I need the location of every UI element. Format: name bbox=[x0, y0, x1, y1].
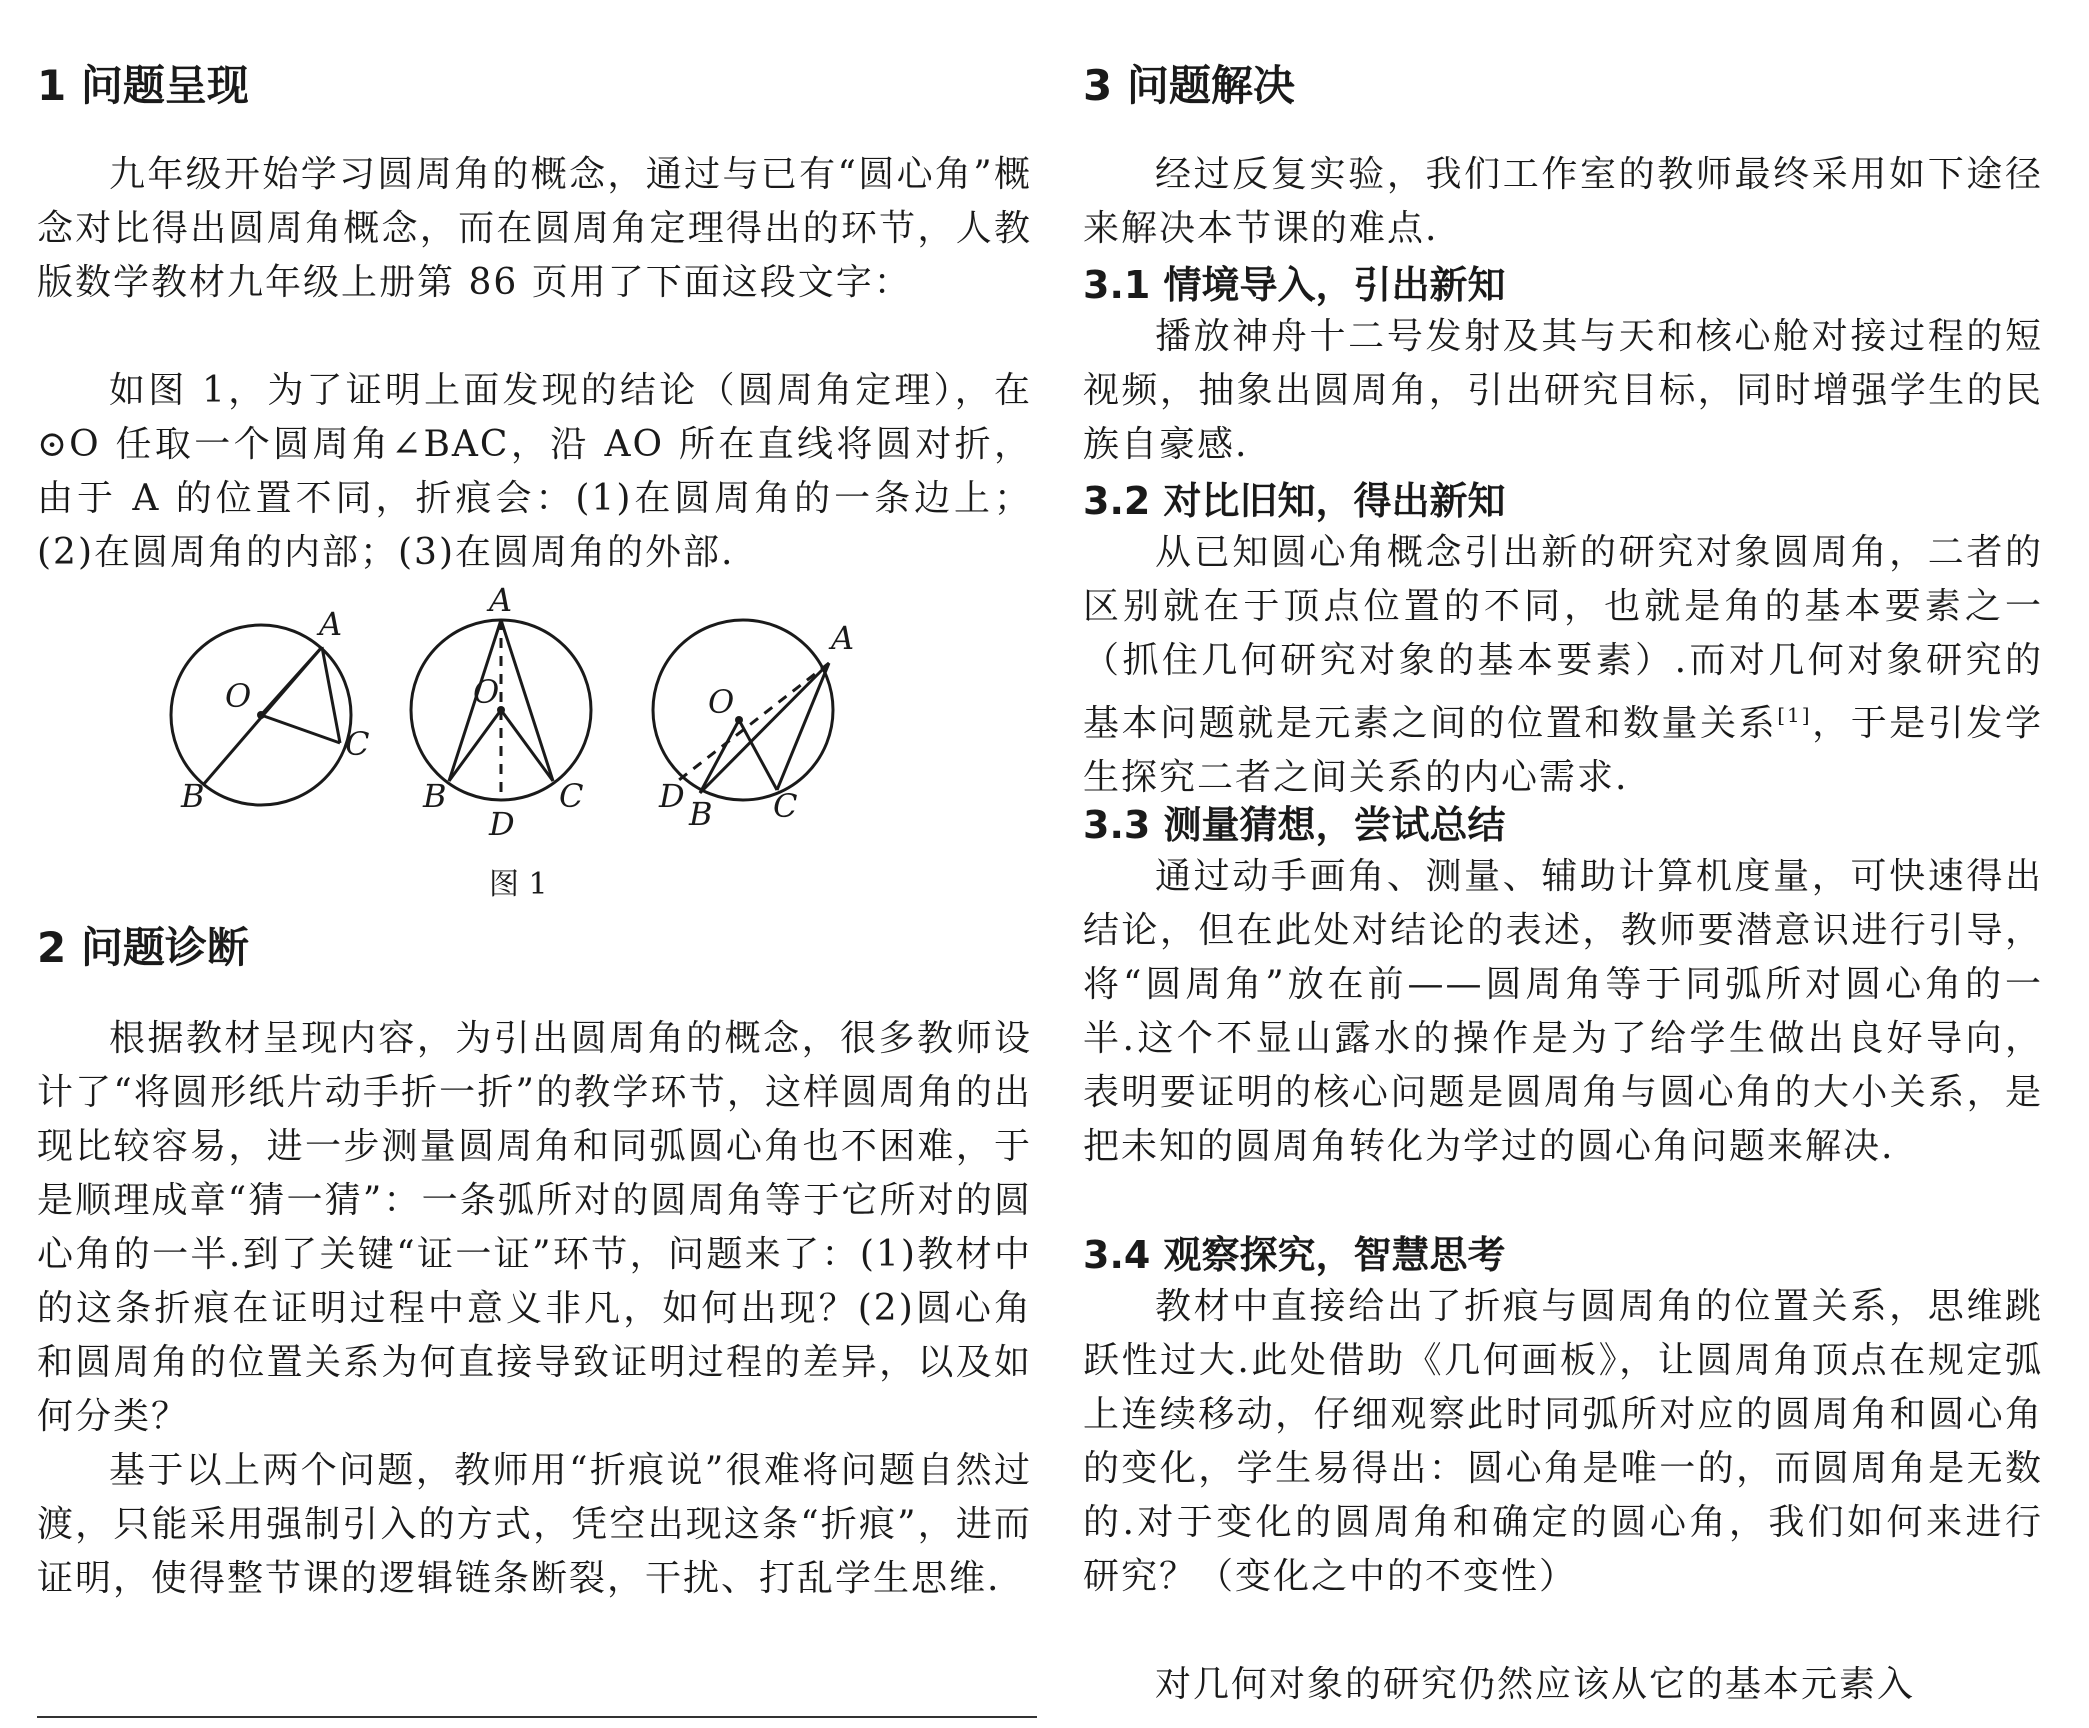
section-3-intro: 经过反复实验，我们工作室的教师最终采用如下途径来解决本节课的难点. bbox=[1083, 154, 2043, 249]
footnote-rule bbox=[37, 1716, 1037, 1718]
fig2-label-O: O bbox=[473, 673, 500, 711]
fig1-label-B: B bbox=[181, 777, 205, 815]
fig2-label-B: B bbox=[423, 777, 447, 815]
fig3-label-D: D bbox=[659, 777, 685, 815]
fig1-label-O: O bbox=[225, 677, 252, 715]
figure-1-caption: 图 1 bbox=[489, 867, 548, 902]
section-3-3-paragraph: 通过动手画角、测量、辅助计算机度量，可快速得出结论，但在此处对结论的表述，教师要潜意识进行引导，将“圆周角”放在前——圆周角等于同弧所对圆心角的一半.这个不显山露水的操作是为了给学生做出良好导向，表明要证明的核心问题是圆周角与圆心角的大小关系，是把未知的圆周角转化为学过的圆心角问题来解决. bbox=[1083, 856, 2043, 1167]
fig3-label-O: O bbox=[708, 683, 735, 721]
fig3-label-B: B bbox=[689, 795, 713, 833]
section-3-4-paragraph-2: 对几何对象的研究仍然应该从它的基本元素入 bbox=[1155, 1664, 1916, 1705]
section-3-1-paragraph: 播放神舟十二号发射及其与天和核心舱对接过程的短视频，抽象出圆周角，引出研究目标，同时增强学生的民族自豪感. bbox=[1083, 316, 2043, 465]
figure-1 bbox=[167, 585, 917, 855]
section-1-paragraph-1: 九年级开始学习圆周角的概念，通过与已有“圆心角”概念对比得出圆周角概念，而在圆周角定理得出的环节，人教版数学教材九年级上册第 86 页用了下面这段文字： bbox=[37, 154, 1032, 303]
fig1-label-C: C bbox=[345, 725, 370, 763]
section-3-4-paragraph-1: 教材中直接给出了折痕与圆周角的位置关系，思维跳跃性过大.此处借助《几何画板》，让圆周角顶点在规定弧上连续移动，仔细观察此时同弧所对应的圆周角和圆心角的变化，学生易得出：圆心角是唯一的，而圆周角是无数的.对于变化的圆周角和确定的圆心角，我们如何来进行研究？（变化之中的不变性） bbox=[1083, 1286, 2043, 1597]
section-3-heading: 3 问题解决 bbox=[1083, 61, 1295, 110]
section-3-2-paragraph bbox=[1083, 526, 2043, 805]
section-3-2-text-a: 从已知圆心角概念引出新的研究对象圆周角，二者的区别就在于顶点位置的不同，也就是角的基本要素之一（抓住几何研究对象的基本要素）.而对几何对象研究的基本问题就是元素之间的位置和数量关系 bbox=[1083, 532, 2043, 744]
fig2-label-C: C bbox=[559, 777, 584, 815]
section-3-1-heading: 3.1 情境导入，引出新知 bbox=[1083, 263, 1506, 307]
figure-1-circle-c bbox=[653, 620, 833, 800]
section-3-3-heading: 3.3 测量猜想，尝试总结 bbox=[1083, 803, 1506, 847]
section-3-2-heading: 3.2 对比旧知，得出新知 bbox=[1083, 479, 1506, 523]
fig1-label-A: A bbox=[319, 605, 343, 643]
fig2-label-D: D bbox=[489, 805, 515, 843]
section-1-heading: 1 问题呈现 bbox=[37, 61, 249, 110]
section-2-heading: 2 问题诊断 bbox=[37, 923, 249, 972]
citation-ref-1[interactable]: [1] bbox=[1777, 703, 1812, 727]
fig3-label-C: C bbox=[773, 787, 798, 825]
section-1-paragraph-2: 如图 1，为了证明上面发现的结论（圆周角定理），在⊙O 任取一个圆周角∠BAC，沿 AO 所在直线将圆对折，由于 A 的位置不同，折痕会：(1)在圆周角的一条边上；(2)在圆周角的内部；(3)在圆周角的外部. bbox=[37, 370, 1032, 573]
section-2-paragraph-2: 基于以上两个问题，教师用“折痕说”很难将问题自然过渡，只能采用强制引入的方式，凭空出现这条“折痕”，进而证明，使得整节课的逻辑链条断裂，干扰、打乱学生思维. bbox=[37, 1450, 1032, 1599]
section-3-4-heading: 3.4 观察探究，智慧思考 bbox=[1083, 1233, 1506, 1277]
fig2-label-A: A bbox=[489, 585, 513, 619]
section-2-paragraph-1: 根据教材呈现内容，为引出圆周角的概念，很多教师设计了“将圆形纸片动手折一折”的教学环节，这样圆周角的出现比较容易，进一步测量圆周角和同弧圆心角也不困难，于是顺理成章“猜一猜”：一条弧所对的圆周角等于它所对的圆心角的一半.到了关键“证一证”环节，问题来了：(1)教材中的这条折痕在证明过程中意义非凡，如何出现？(2)圆心角和圆周角的位置关系为何直接导致证明过程的差异，以及如何分类？ bbox=[37, 1018, 1032, 1437]
section-3-2-text-b: ，于是引发学生探究二者之间关系的内心需求. bbox=[1083, 703, 2043, 798]
fig3-label-A: A bbox=[831, 619, 855, 657]
